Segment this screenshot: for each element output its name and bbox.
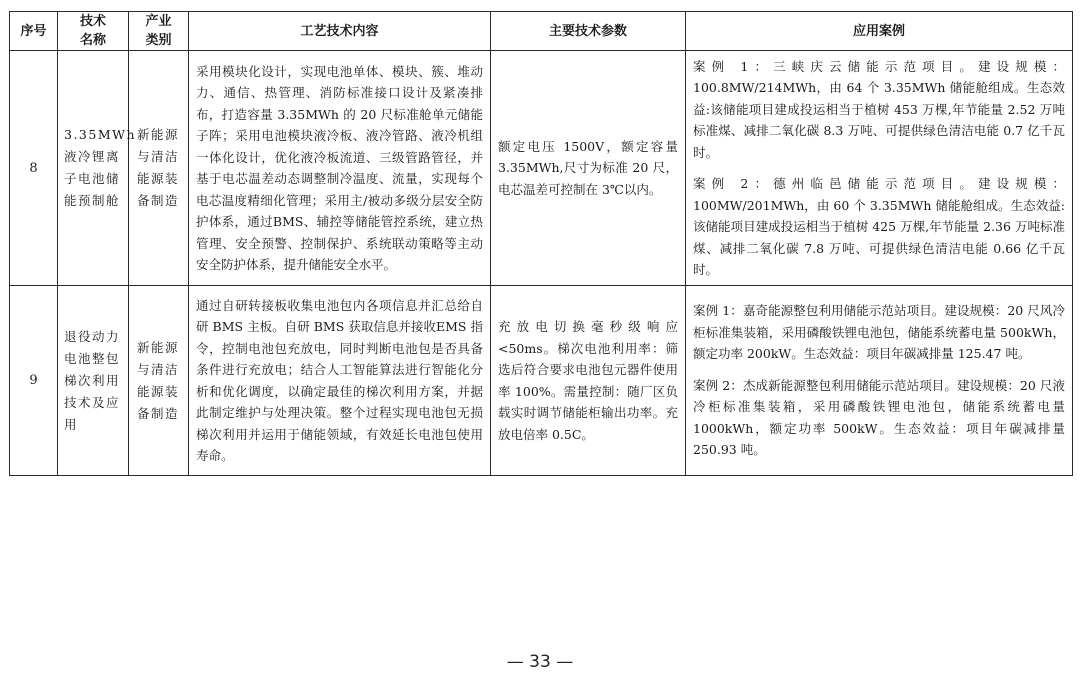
category-text: 新能源与清洁能源装备制造 (137, 127, 180, 208)
case-item: 案例 1：三峡庆云储能示范项目。建设规模：100.8MW/214MWh，由 64 个 3.35MWh 储能舱组成。生态效益:该储能项目建成投运相当于植树 453 万棵,年节能量 2.52 万吨标准煤、减排二氧化碳 8.3 万吨、可提供绿色清洁电能 0.7 亿千瓦时。 (693, 58, 1065, 160)
params-text: 额定电压 1500V，额定容量3.35MWh,尺寸为标准 20 尺，电芯温差可控制在 3℃以内。 (498, 138, 678, 197)
table-row (10, 286, 1073, 476)
row-application-cases (686, 51, 1073, 286)
header-application-cases: 应用案例 (686, 12, 1073, 51)
case-item: 案例 2：德州临邑储能示范项目。建设规模：100MW/201MWh，由 60 个 3.35MWh 储能舱组成。生态效益:该储能项目建成投运相当于植树 425 万棵,年节能量 2.36 万吨标准煤、减排二氧化碳 7.8 万吨、可提供绿色清洁电能 0.66 亿千瓦时。 (693, 176, 1065, 277)
tech-name-text: 退役动力电池整包梯次利用技术及应用 (64, 328, 121, 432)
row-application-cases (686, 286, 1073, 476)
header-tech-name (58, 12, 129, 51)
page-number: — 33 — (506, 652, 574, 672)
header-tech-name-line2: 名称 (79, 33, 106, 48)
header-main-parameters: 主要技术参数 (491, 12, 686, 51)
row-process-content (189, 286, 491, 476)
row-serial-no: 8 (10, 51, 58, 286)
row-process-content (189, 51, 491, 286)
row-main-parameters (491, 286, 686, 476)
tech-name-text: 3.35MWh液冷锂离子电池储能预制舱 (64, 127, 137, 208)
row-main-parameters (491, 51, 686, 286)
process-text: 通过自研转接板收集电池包内各项信息并汇总给自研 BMS 主板。自研 BMS 获取信息并接收EMS 指令，控制电池包充放电，同时判断电池包是否具备条件进行充放电；结合人工智能算法进行智能化分析和优化调度，以确定最佳的梯次利用方案，并据此制定维护与处理决策。整个过程实现电池包无损梯次利用并运用于储能领域，有效延长电池包使用寿命。 (196, 297, 483, 463)
table-header-row (10, 12, 1073, 51)
case-item: 案例 1：嘉奇能源整包利用储能示范站项目。建设规模：20 尺风冷柜标准集装箱，采用磷酸铁锂电池包，储能系统蓄电量 500kWh，额定功率 200kW。生态效益：项目年碳减排量 125.47 吨。 (693, 303, 1065, 362)
row-serial-no: 9 (10, 286, 58, 476)
case-item: 案例 2：杰成新能源整包利用储能示范站项目。建设规模：20 尺液冷柜标准集装箱，采用磷酸铁锂电池包，储能系统蓄电量 1000kWh，额定功率 500kW。生态效益：项目年碳减排量 250.93 吨。 (693, 377, 1065, 458)
technology-table (9, 11, 1073, 476)
row-tech-name (58, 286, 129, 476)
header-process-content: 工艺技术内容 (189, 12, 491, 51)
header-tech-name-line1: 技术 (79, 14, 106, 29)
header-serial-no: 序号 (10, 12, 58, 51)
row-industry-category (129, 51, 189, 286)
header-industry-category (129, 12, 189, 51)
category-text: 新能源与清洁能源装备制造 (137, 339, 180, 421)
row-industry-category (129, 286, 189, 476)
row-tech-name (58, 51, 137, 286)
table-row (10, 51, 1073, 286)
header-category-line1: 产业 (145, 14, 172, 29)
params-text: 充放电切换毫秒级响应<50ms。梯次电池利用率：筛选后符合要求电池包元器件使用率 100%。需量控制：随厂区负载实时调节储能柜输出功率。充放电倍率 0.5C。 (498, 319, 678, 442)
header-category-line2: 类别 (145, 33, 172, 48)
process-text: 采用模块化设计，实现电池单体、模块、簇、堆动力、通信、热管理、消防标准接口设计及紧凑排布，打造容量 3.35MWh 的 20 尺标准舱单元储能子阵；采用电池模块液冷板、液冷管路、液冷机组一体化设计，优化液冷板流道、三级管路管径，并基于电芯温差动态调整制冷温度、流量，实现每个电芯温度精细化管理；采用主/被动多级分层安全防护体系，通过BMS、辅控等储能管控系统，建立热管理、安全预警、控制保护、系统联动策略等主动安全防护体系，提升储能安全水平。 (196, 63, 483, 272)
